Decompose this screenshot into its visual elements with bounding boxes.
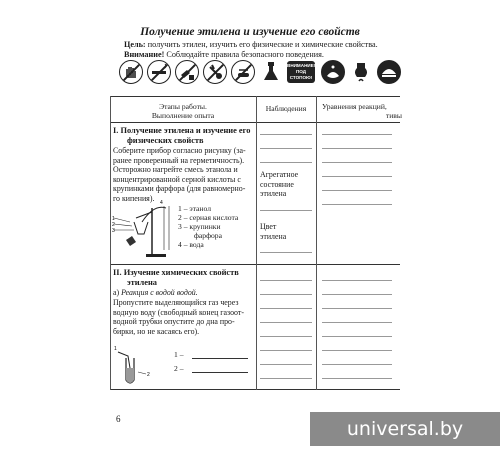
- section2-line: бирки, но не касаясь его).: [113, 326, 200, 336]
- answer-line: [260, 294, 312, 295]
- goal-text: получить этилен, изучить его физические и химические свойства.: [145, 40, 378, 49]
- answer-line: [260, 148, 312, 149]
- observation-text: состояние: [260, 179, 294, 189]
- section2-line: Пропустите выделяющийся газ через: [113, 298, 239, 307]
- section1-heading: [113, 126, 250, 145]
- answer-line: [260, 378, 312, 379]
- observation-text: Цвет: [260, 222, 277, 231]
- goal-line: [124, 40, 378, 49]
- answer-line: [260, 350, 312, 351]
- header-stages: [110, 102, 256, 120]
- section1-line: крупинками фарфора (для равномерно-: [113, 184, 246, 194]
- section2-legend-1: 1 –: [174, 350, 184, 359]
- equation-line: [322, 378, 392, 379]
- legend-answer-line: [192, 372, 248, 373]
- answer-line: [260, 364, 312, 365]
- answer-line: [260, 280, 312, 281]
- figure2-label: 2: [147, 372, 150, 378]
- warning-line: [124, 50, 324, 59]
- stop-sign-icon: [287, 61, 315, 83]
- equation-line: [322, 176, 392, 177]
- legend-item: 1 – этанол: [178, 204, 211, 213]
- equation-line: [322, 162, 392, 163]
- answer-line: [260, 134, 312, 135]
- section1-line: концентрированной серной кислоты с: [113, 174, 241, 184]
- table-section-border: [110, 264, 400, 265]
- page-number: 6: [116, 414, 121, 424]
- table-col-divider-1: [256, 96, 257, 390]
- table-header-border: [110, 122, 400, 123]
- subheading-text: Реакция с водой водой.: [121, 288, 198, 297]
- apparatus-figure-2: [112, 338, 162, 386]
- watermark: universal.by: [310, 412, 500, 446]
- legend-answer-line: [192, 358, 248, 359]
- legend-item: 3 – крупинки: [178, 222, 221, 231]
- answer-line: [260, 162, 312, 163]
- no-smoking-icon: [147, 60, 171, 84]
- header-observations: Наблюдения: [265, 104, 307, 113]
- no-eat-icon: [231, 60, 255, 84]
- header-equations-line1: Уравнения реакций,: [322, 102, 387, 111]
- answer-line: [260, 308, 312, 309]
- equation-line: [322, 134, 392, 135]
- equation-line: [322, 294, 392, 295]
- section2-heading: [113, 268, 239, 287]
- wash-hands-icon: [321, 60, 345, 84]
- header-equations-line2: тивы: [385, 111, 402, 120]
- header-equations: [322, 102, 402, 120]
- section2-instructions: [113, 298, 255, 336]
- answer-line: [260, 322, 312, 323]
- answer-line: [260, 252, 312, 253]
- answer-line: [260, 210, 312, 211]
- equation-line: [322, 336, 392, 337]
- page-title: Получение этилена и изучение его свойств: [140, 26, 360, 38]
- equation-line: [322, 364, 392, 365]
- section1-instructions: [113, 146, 255, 204]
- observation-color-label: [260, 222, 286, 241]
- stop-sign-label: ВНИМАНИЕ! ПОД СТОПОЮ!: [287, 63, 316, 80]
- no-pour-icon: [175, 60, 199, 84]
- table-col-divider-2: [316, 96, 317, 390]
- subheading-prefix: а): [113, 288, 122, 297]
- section2-line: водную воду (свободный конец газоот-: [113, 307, 244, 317]
- legend-item: 4 – вода: [178, 240, 204, 249]
- figure1-label: 2: [112, 222, 115, 228]
- table-bottom-border: [110, 389, 400, 390]
- answer-line: [260, 336, 312, 337]
- legend-item: 2 – серная кислота: [178, 213, 239, 222]
- figure1-label: 3: [112, 228, 115, 234]
- figure2-label: 1: [114, 346, 117, 352]
- section1-heading-line2: физических свойств: [127, 135, 204, 145]
- section2-legend-2: 2 –: [174, 364, 184, 373]
- warning-text: Соблюдайте правила безопасного поведения.: [164, 50, 324, 59]
- section1-line: го кипения).: [113, 193, 155, 203]
- section2-line: водной трубки опустите до дна про-: [113, 317, 235, 327]
- observation-text: этилена: [260, 189, 287, 199]
- protective-cap-icon: [377, 60, 401, 84]
- observation-text: этилена: [260, 231, 287, 241]
- table-top-border: [110, 96, 400, 97]
- apparatus-figure-1: [112, 200, 174, 260]
- table-left-border: [110, 96, 111, 390]
- heating-icon: [349, 60, 373, 84]
- section1-line: Осторожно нагрейте смесь этанола и: [113, 165, 238, 175]
- flask-icon: [259, 60, 283, 84]
- figure1-label: 4: [160, 200, 163, 206]
- equation-line: [322, 190, 392, 191]
- header-stages-line1: Этапы работы.: [159, 102, 207, 111]
- equation-line: [322, 308, 392, 309]
- legend-item: фарфора: [194, 231, 222, 240]
- observation-state-label: [260, 170, 298, 199]
- no-taste-icon: [203, 60, 227, 84]
- section1-line: Соберите прибор согласно рисунку (за-: [113, 146, 246, 155]
- section1-heading-line1: I. Получение этилена и изучение его: [113, 126, 251, 135]
- experiment-table: [110, 96, 402, 390]
- equation-line: [322, 350, 392, 351]
- section2-heading-line2: этилена: [127, 277, 157, 287]
- section1-legend: [178, 204, 238, 249]
- safety-icons-row: [117, 60, 397, 90]
- section2-heading-line1: II. Изучение химических свойств: [113, 268, 239, 277]
- warning-label: Внимание!: [124, 50, 165, 59]
- equation-line: [322, 280, 392, 281]
- header-stages-line2: Выполнение опыта: [151, 111, 215, 120]
- equation-line: [322, 148, 392, 149]
- equation-line: [322, 204, 392, 205]
- section2-subheading: [113, 288, 198, 298]
- goal-label: Цель:: [124, 40, 146, 49]
- section1-line: ранее проверенный на герметичность).: [113, 155, 245, 165]
- figure1-label: 1: [112, 216, 115, 222]
- equation-line: [322, 322, 392, 323]
- observation-text: Агрегатное: [260, 170, 299, 179]
- no-hands-icon: [119, 60, 143, 84]
